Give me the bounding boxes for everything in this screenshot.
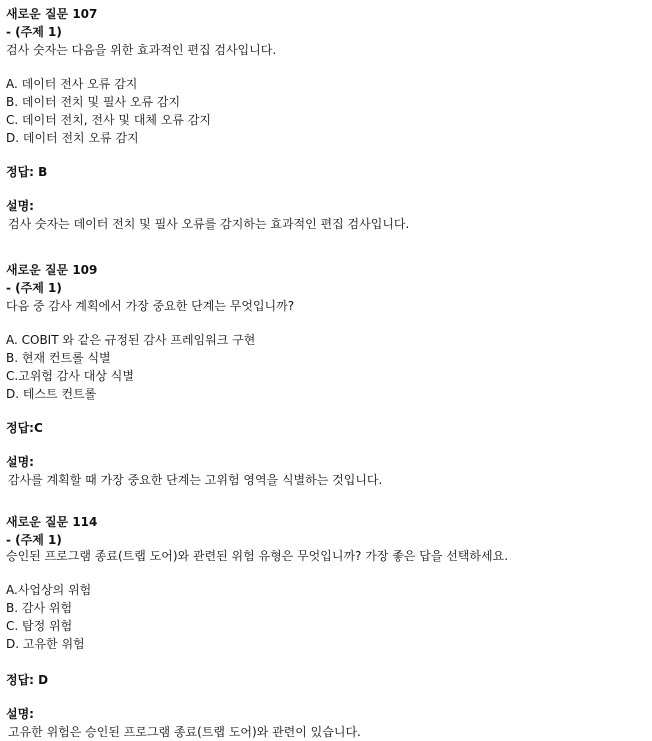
correct-answer: 정답:C <box>6 421 43 435</box>
answer-option: C. 데이터 전치, 전사 및 대체 오류 감지 <box>6 113 211 127</box>
answer-option: B. 현재 컨트롤 식별 <box>6 351 111 365</box>
answer-option: D. 데이터 전치 오류 감지 <box>6 131 139 145</box>
question-text: 승인된 프로그램 종료(트랩 도어)와 관련된 위험 유형은 무엇입니까? 가장 좋은 답을 선택하세요. <box>6 549 509 563</box>
question-text: 다음 중 감사 계획에서 가장 중요한 단계는 무엇입니까? <box>6 299 295 313</box>
explanation-label: 설명: <box>6 455 34 469</box>
answer-option: C.고위험 감사 대상 식별 <box>6 369 134 383</box>
correct-answer: 정답: B <box>6 165 48 179</box>
answer-option: C. 탐정 위험 <box>6 619 73 633</box>
correct-answer: 정답: D <box>6 673 49 687</box>
explanation-text: 고유한 위험은 승인된 프로그램 종료(트랩 도어)와 관련이 있습니다. <box>8 725 361 739</box>
question-topic: - (주제 1) <box>6 25 62 39</box>
explanation-text: 검사 숫자는 데이터 전치 및 필사 오류를 감지하는 효과적인 편집 검사입니다. <box>8 217 410 231</box>
question-text: 검사 숫자는 다음을 위한 효과적인 편집 검사입니다. <box>6 43 277 57</box>
question-title: 새로운 질문 109 <box>6 263 98 277</box>
answer-option: A.사업상의 위험 <box>6 583 92 597</box>
answer-option: B. 데이터 전치 및 필사 오류 감지 <box>6 95 181 109</box>
question-topic: - (주제 1) <box>6 281 62 295</box>
answer-option: D. 테스트 컨트롤 <box>6 387 97 401</box>
answer-option: D. 고유한 위험 <box>6 637 85 651</box>
question-title: 새로운 질문 107 <box>6 7 98 21</box>
question-title: 새로운 질문 114 <box>6 515 98 529</box>
question-topic: - (주제 1) <box>6 533 62 547</box>
explanation-label: 설명: <box>6 707 34 721</box>
answer-option: B. 감사 위험 <box>6 601 73 615</box>
answer-option: A. COBIT 와 같은 규정된 감사 프레임워크 구현 <box>6 333 256 347</box>
explanation-text: 감사를 계획할 때 가장 중요한 단계는 고위험 영역을 식별하는 것입니다. <box>8 473 383 487</box>
explanation-label: 설명: <box>6 199 34 213</box>
answer-option: A. 데이터 전사 오류 감지 <box>6 77 138 91</box>
